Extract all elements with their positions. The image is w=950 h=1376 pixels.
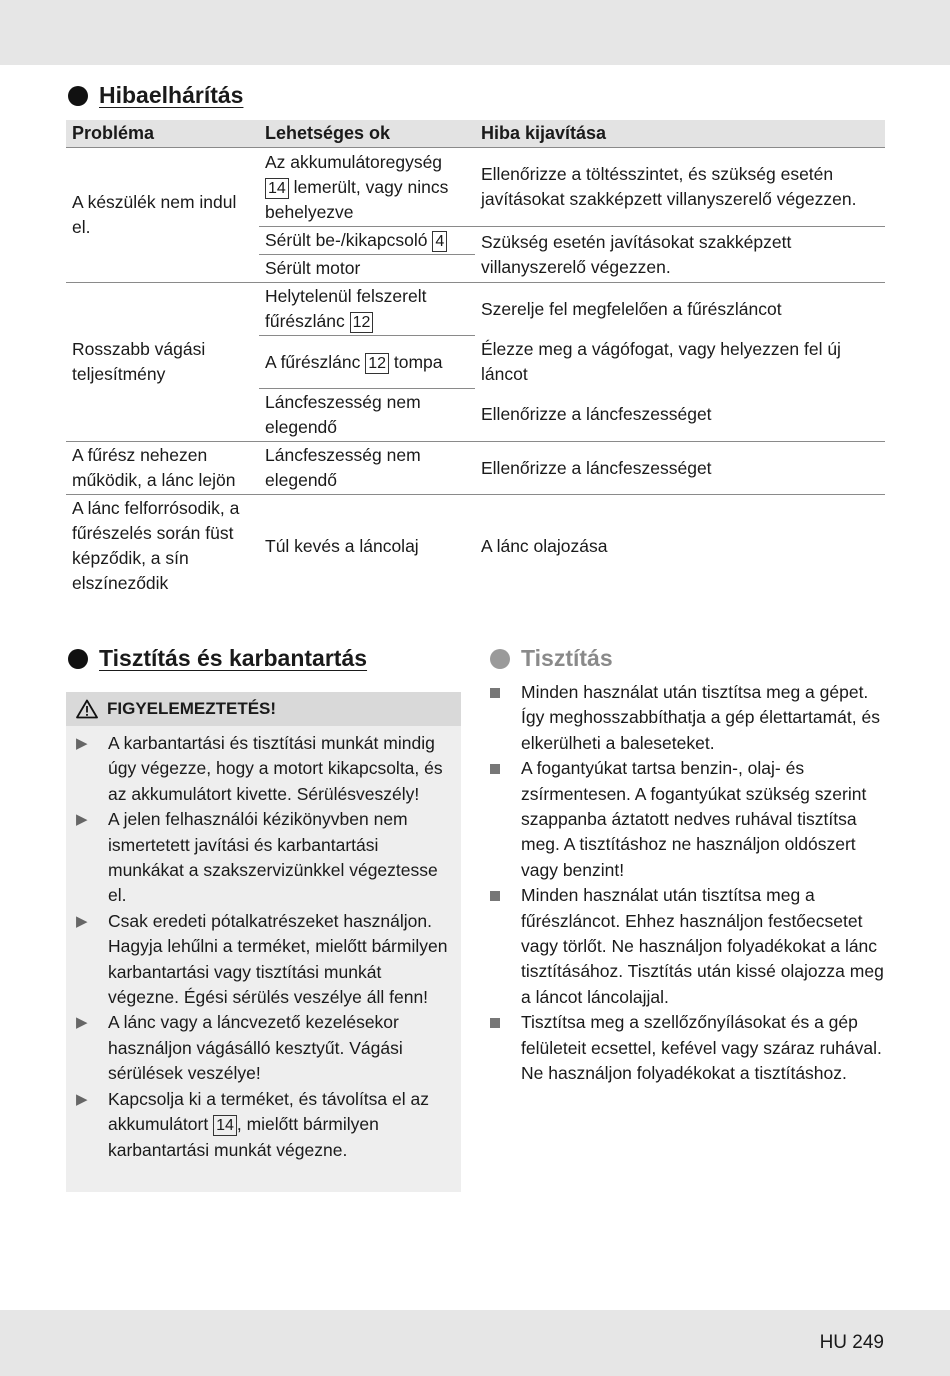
cause-cell <box>259 227 475 255</box>
table-row <box>66 148 885 227</box>
warning-text: Csak eredeti pótalkatrészeket használjon. Hagyja lehűlni a terméket, mielőtt bármilyen karbantartási vagy tisztítási munkát végezne. Égési sérülés veszélye áll fenn! <box>108 910 448 1008</box>
column-header-cause: Lehetséges ok <box>259 120 475 148</box>
cause-cell: Láncfeszesség nem elegendő <box>259 442 475 495</box>
triangle-bullet-icon: ▶ <box>76 735 88 752</box>
part-reference: 14 <box>213 1115 237 1136</box>
cause-text: Helytelenül felszerelt fűrészlánc <box>265 286 427 331</box>
part-reference: 12 <box>365 353 389 374</box>
triangle-bullet-icon: ▶ <box>76 1090 88 1108</box>
column-header-problem: Probléma <box>66 120 259 148</box>
warning-list <box>66 726 461 1163</box>
header-band <box>0 0 950 65</box>
cause-text: Sérült be-/kikapcsoló <box>265 230 428 250</box>
maintenance-title: Tisztítás és karbantartás <box>99 645 368 671</box>
cause-text: A fűrészlánc <box>265 351 361 372</box>
fix-cell: Szerelje fel megfelelően a fűrészláncot <box>475 283 885 336</box>
table-header-row <box>66 120 885 148</box>
section-heading-troubleshooting <box>68 82 243 109</box>
cause-cell <box>259 148 475 227</box>
cleaning-list <box>490 680 890 1087</box>
problem-cell: A készülék nem indul el. <box>66 148 259 283</box>
warning-text: A lánc vagy a láncvezető kezelésekor használjon vágásálló kesztyűt. Vágási sérülések veszélye! <box>108 1012 403 1084</box>
cleaning-text: Minden használat után tisztítsa meg a fűrészláncot. Ehhez használjon festőecsetet vagy törlőt. Ne használjon folyadékokat a lánc tisztításához. Tisztítás után kissé olajozza meg a láncot láncolajjal. <box>521 885 884 1007</box>
fix-cell: Ellenőrizze a töltésszintet, és szükség esetén javításokat szakképzett villanyszerelő végezzen. <box>475 148 885 227</box>
square-bullet-icon <box>490 1010 521 1086</box>
warning-box <box>66 692 461 1192</box>
square-bullet-icon <box>490 883 521 1010</box>
part-reference: 12 <box>350 312 374 333</box>
list-item <box>490 756 890 883</box>
warning-text-part: Kapcsolja ki a terméket, és távolítsa el az akkumulátort <box>108 1088 429 1135</box>
square-bullet-icon <box>490 756 521 883</box>
column-header-fix: Hiba kijavítása <box>475 120 885 148</box>
footer-band <box>0 1310 950 1376</box>
warning-text: A karbantartási és tisztítási munkát mindig úgy végezze, hogy a motort kikapcsolta, és az akkumulátort kivette. Sérülésveszély! <box>108 733 443 804</box>
list-item <box>490 1010 890 1086</box>
section-heading-cleaning <box>490 645 613 672</box>
cleaning-title: Tisztítás <box>521 645 613 671</box>
table-row <box>66 283 885 336</box>
fix-cell: A lánc olajozása <box>475 495 885 598</box>
cause-cell: Láncfeszesség nem elegendő <box>259 389 475 442</box>
list-item <box>76 731 451 807</box>
cause-cell: Sérült motor <box>259 255 475 283</box>
page-number: HU 249 <box>819 1332 884 1353</box>
part-reference: 14 <box>265 178 289 199</box>
list-item <box>76 1087 451 1163</box>
table-row <box>66 442 885 495</box>
cause-cell: Túl kevés a láncolaj <box>259 495 475 598</box>
table-row <box>66 495 885 598</box>
bullet-dot-icon <box>68 649 88 669</box>
list-item <box>490 680 890 756</box>
problem-cell: A fűrész nehezen működik, a lánc lejön <box>66 442 259 495</box>
cause-text: lemerült, vagy nincs behelyezve <box>265 176 449 222</box>
warning-text: A jelen felhasználói kézikönyvben nem ismertetett javítási és karbantartási munkákat a szakszervizünkkel végeztesse el. <box>108 809 438 906</box>
cause-cell <box>259 283 475 336</box>
bullet-dot-icon <box>68 86 88 106</box>
triangle-bullet-icon: ▶ <box>76 811 88 829</box>
list-item <box>76 1010 451 1086</box>
triangle-bullet-icon: ▶ <box>76 1014 88 1032</box>
troubleshooting-title: Hibaelhárítás <box>99 82 244 108</box>
problem-cell: A lánc felforrósodik, a fűrészelés során füst képződik, a sín elszíneződik <box>66 495 259 598</box>
warning-triangle-icon <box>76 699 98 719</box>
cleaning-text: Minden használat után tisztítsa meg a gépet. Így meghosszabbíthatja a gép élettartamát, és elkerülheti a baleseteket. <box>521 682 880 753</box>
warning-title: FIGYELEMEZTETÉS! <box>107 699 277 718</box>
section-heading-maintenance <box>68 645 367 672</box>
fix-cell: Szükség esetén javításokat szakképzett villanyszerelő végezzen. <box>475 227 885 283</box>
warning-text <box>108 1087 451 1163</box>
fix-cell: Élezze meg a vágófogat, vagy helyezzen fel új láncot <box>481 339 841 384</box>
cause-cell <box>259 336 475 389</box>
list-item <box>76 807 451 909</box>
bullet-dot-icon <box>490 649 510 669</box>
troubleshooting-table <box>66 120 885 597</box>
triangle-bullet-icon: ▶ <box>76 912 88 930</box>
cleaning-text: A fogantyúkat tartsa benzin-, olaj- és zsírmentesen. A fogantyúkat szükség szerint szappanba áztatott nedves ruhával tisztítsa meg. A tisztításhoz ne használjon oldószert vagy benzint! <box>521 758 867 880</box>
fix-cell: Ellenőrizze a láncfeszességet <box>475 442 885 495</box>
cleaning-section <box>490 680 890 1087</box>
cleaning-text: Tisztítsa meg a szellőzőnyílásokat és a gép felületeit ecsettel, kefével vagy száraz ruhával. Ne használjon folyadékokat a tisztításhoz. <box>521 1012 882 1084</box>
square-bullet-icon <box>490 680 521 756</box>
part-reference: 4 <box>432 231 447 252</box>
warning-text-part: , mielőtt bármilyen karbantartási munkát végezne. <box>108 1114 379 1160</box>
list-item <box>490 883 890 1010</box>
fix-cell: Ellenőrizze a láncfeszességet <box>481 404 712 425</box>
warning-header <box>66 692 461 726</box>
cause-text: tompa <box>393 351 443 372</box>
problem-cell: Rosszabb vágási teljesítmény <box>66 283 259 442</box>
list-item <box>76 909 451 1011</box>
cause-text: Az akkumulátoregység <box>265 151 443 172</box>
